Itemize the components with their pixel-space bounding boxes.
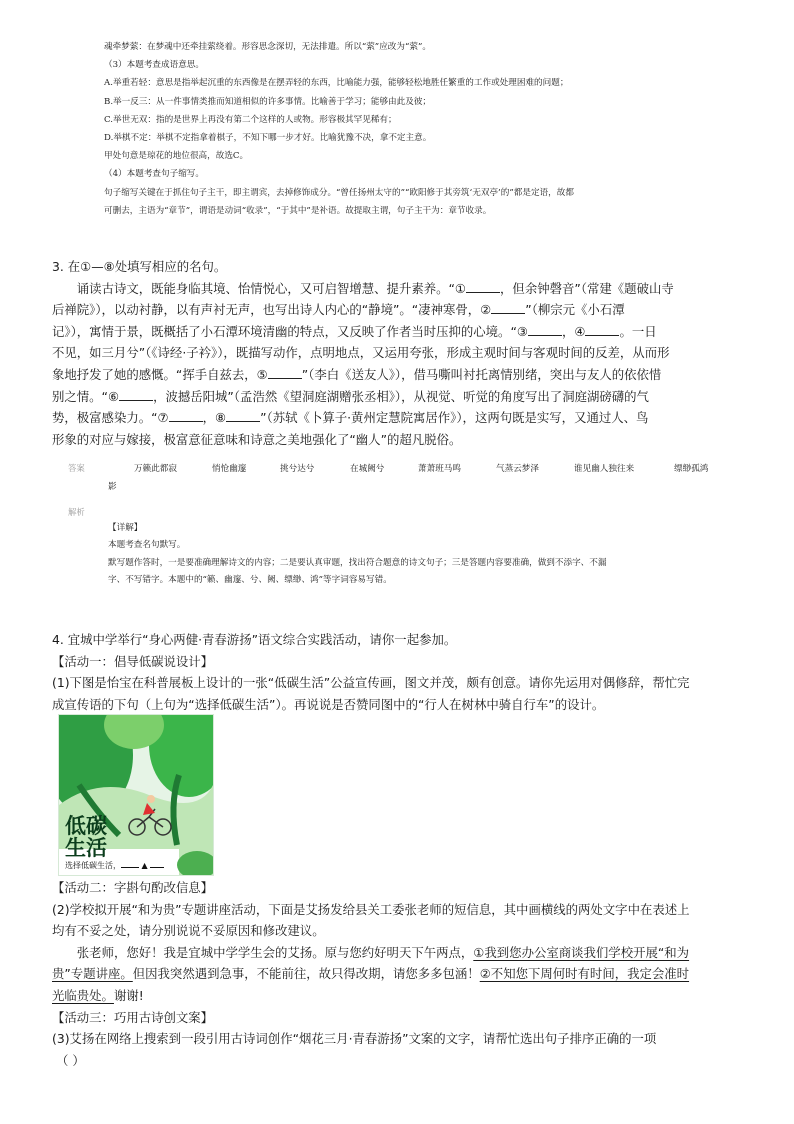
answer-item: 气蒸云梦泽 bbox=[496, 464, 539, 474]
answer-label: 答案 bbox=[68, 463, 85, 473]
blank-5 bbox=[268, 366, 302, 379]
answer-item: 在城阙兮 bbox=[350, 464, 385, 474]
explanation-line: （3）本题考查成语意思。 bbox=[104, 60, 204, 71]
answer-item: 影 bbox=[108, 482, 117, 492]
blank-6 bbox=[119, 388, 153, 401]
question-4-title: 4. 宜城中学举行“身心两健·青春游扬”语文综合实践活动，请你一起参加。 bbox=[52, 632, 457, 647]
analysis-label: 解析 bbox=[68, 507, 85, 517]
question-3-title: 3. 在①—⑧处填写相应的名句。 bbox=[52, 259, 227, 274]
blank-7 bbox=[169, 409, 203, 422]
explanation-line: C.举世无双：指的是世界上再没有第二个这样的人或物。形容极其罕见稀有； bbox=[104, 114, 397, 125]
activity-1-heading: 【活动一：倡导低碳说设计】 bbox=[52, 653, 214, 669]
explanation-line: 可删去，主语为“章节”，谓语是动词“收录”，“于其中”是补语。故提取主谓，句子主干为：章节收录。 bbox=[104, 205, 492, 216]
sms-message: 张老师，您好！我是宜城中学学生会的艾扬。原与您约好明天下午两点，①我到您办公室商谈我们学校开展“和为 bbox=[76, 944, 690, 960]
activity-3-heading: 【活动三：巧用古诗创文案】 bbox=[52, 1009, 214, 1025]
explanation-line: 魂牵梦萦：在梦魂中还牵挂萦绕着。形容思念深切，无法排遣。所以“萦”应改为“萦”。 bbox=[104, 42, 431, 52]
underlined-part-1: ①我到您办公室商谈我们学校开展“和为 bbox=[473, 944, 690, 960]
underlined-part-2: ②不知您下周何时有时间，我定会准时 bbox=[479, 966, 690, 982]
answer-item: 谁见幽人独往来 bbox=[574, 464, 635, 474]
answer-item: 缥缈孤鸿 bbox=[674, 464, 709, 474]
analysis-line: 默写题作答时，一是要准确理解诗文的内容；二是要认真审题，找出符合题意的诗文句子；三是答题内容要准确，做到不添字、不漏 bbox=[108, 557, 607, 568]
analysis-line: 【详解】 bbox=[108, 523, 143, 533]
question-3-text: 诵读古诗文，既能身临其境、怡情悦心，又可启智增慧、提升素养。“① ，但余钟磬音”（常建《题破山寺 bbox=[76, 280, 674, 296]
poster-title: 低碳 生活 bbox=[65, 814, 107, 860]
activity-3-text: (3)艾扬在网络上搜索到一段引用古诗词创作“烟花三月·青春游扬”文案的文字，请帮忙选出句子排序正确的一项 bbox=[52, 1031, 657, 1047]
explanation-line: 甲处句意是琼花的地位很高，故选C。 bbox=[104, 151, 249, 162]
question-3: 3. 在①—⑧处填写相应的名句。 诵读古诗文，既能身临其境、怡情悦心，又可启智增慧、提升素养。“① ，但余钟磬音”（常建《题破山寺 后禅院》），以动衬静，以有声衬无声，也写出诗人内心的“静境”。“凄神寒骨，② ”（柳宗元《小石潭 记》），寓情于景，既概括了小石潭环境清幽的特点，又反映了作者当时压抑的心境。“③ ，④ 。一日 不见，如三月兮”（《诗经·子衿》），既描写动作，点明地点，又运用夸张，形成主观时间与客观时间的反差，从而形 象地抒发了她的感慨。“挥手自兹去，⑤ ”（李白《送友人》），借马嘶叫衬托离情别绪，突出与友人的依依惜 别之情。“⑥ ，波撼岳阳城”（孟浩然《望洞庭湖赠张丞相》），从视觉、听觉的角度写出了洞庭湖磅礴的气 势，极富感染力。“⑦ ，⑧ ”（苏轼《卜算子·黄州定慧院寓居作》），这两句既是实写，又通过人、鸟 形象的对应与嫁接，极富意征意味和诗意之美地强化了“幽人”的超凡脱俗。 bbox=[52, 256, 742, 450]
blank-2 bbox=[491, 301, 525, 314]
explanation-line: B.举一反三：从一件事情类推而知道相似的许多事情。比喻善于学习；能够由此及彼； bbox=[104, 96, 432, 107]
activity-2-heading: 【活动二：字斟句酌改信息】 bbox=[52, 880, 214, 895]
answer-item: 挑兮达兮 bbox=[280, 464, 315, 474]
blank-4 bbox=[585, 323, 619, 336]
analysis-text bbox=[108, 520, 728, 590]
explanation-line: A.举重若轻：意思是指举起沉重的东西像是在摆弄轻的东西，比喻能力强，能够轻松地胜任繁重的工作或处理困难的问题； bbox=[104, 78, 569, 89]
poster-slogan: 选择低碳生活， ▲ bbox=[65, 860, 164, 871]
activity-2-text: (2)学校拟开展“和为贵”专题讲座活动，下面是艾扬发给县关工委张老师的短信息，其中画横线的两处文字中在表述上 bbox=[52, 901, 690, 917]
activity-2-text: 均有不妥之处，请分别说说不妥原因和修改建议。 bbox=[52, 923, 325, 939]
answer-bracket[interactable]: （ ） bbox=[56, 1052, 85, 1068]
explanation-line: 句子缩写关键在于抓住句子主干，即主谓宾，去掉修饰成分。“曾任扬州太守的”“欧阳修于其旁筑‘无双亭’的”都是定语，故都 bbox=[104, 187, 574, 198]
blank-8 bbox=[226, 409, 260, 422]
blank-3 bbox=[528, 323, 562, 336]
question-4 bbox=[52, 629, 742, 715]
low-carbon-poster bbox=[58, 714, 214, 876]
activity-1-text: 成宣传语的下句（上句为“选择低碳生活”）。再说说是否赞同图中的“行人在树林中骑自行车”的设计。 bbox=[52, 696, 605, 712]
top-explanation bbox=[104, 38, 724, 220]
answer-item: 悄怆幽邃 bbox=[212, 464, 247, 474]
analysis-line: 本题考查名句默写。 bbox=[108, 540, 186, 551]
blank-1 bbox=[466, 280, 500, 293]
explanation-line: （4）本题考查句子缩写。 bbox=[104, 169, 204, 180]
question-4-continued: 【活动二：字斟句酌改信息】 (2)学校拟开展“和为贵”专题讲座活动，下面是艾扬发给县关工委张老师的短信息，其中画横线的两处文字中在表述上 均有不妥之处，请分别说说不妥原因和修改建议。 张老师，您好！我是宜城中学学生会的艾扬。原与您约好明天下午两点，①我到您办公室商谈我们学校开展“和为 贵”专题讲座。但因我突然遇到急事，不能前往，故只得改期，请您多多包涵！②不知您下周何时有时间，我定会准时 光临贵处。谢谢! 【活动三：巧用古诗创文案】 (3)艾扬在网络上搜索到一段引用古诗词创作“烟花三月·青春游扬”文案的文字，请帮忙选出句子排序正确的一项 （ ） bbox=[52, 877, 742, 1071]
answer-item: 万籁此都寂 bbox=[134, 464, 177, 474]
analysis-line: 字、不写错字。本题中的“籁、幽邃、兮、阙、缥缈、鸿”等字词容易写错。 bbox=[108, 575, 392, 586]
answer-item: 萧萧班马鸣 bbox=[418, 464, 461, 474]
explanation-line: D.举棋不定：举棋不定指拿着棋子，不知下哪一步才好。比喻犹豫不决，拿不定主意。 bbox=[104, 133, 432, 144]
activity-1-text: (1)下图是怡宝在科普展板上设计的一张“低碳生活”公益宣传画，图文并茂，颇有创意。请你先运用对偶修辞，帮忙完 bbox=[52, 675, 690, 691]
